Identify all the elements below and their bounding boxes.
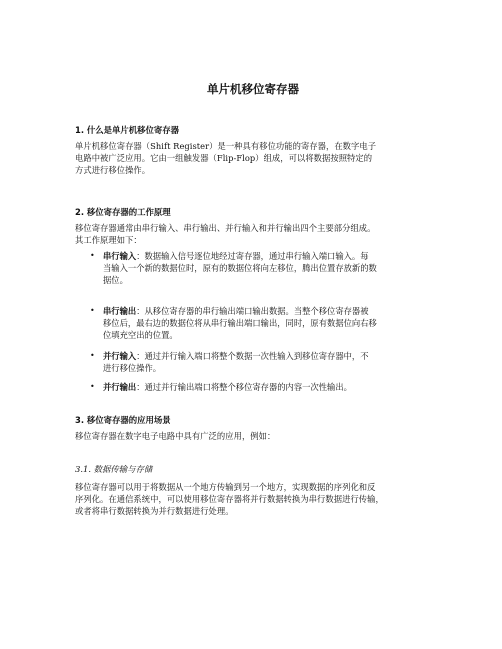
section-heading-what-is: 1. 什么是单片机移位寄存器 bbox=[75, 125, 180, 135]
section-heading-working-principle: 2. 移位寄存器的工作原理 bbox=[75, 207, 171, 217]
paragraph-line: 其工作原理如下： bbox=[75, 235, 142, 246]
bullet-term: 并行输入 bbox=[103, 351, 137, 361]
bullet-text: ：通过并行输出端口将整个移位寄存器的内容一次性输出。 bbox=[136, 382, 352, 392]
subsection-3-1-paragraph bbox=[75, 481, 431, 518]
bullet-icon: • bbox=[90, 351, 95, 360]
bullet-icon: • bbox=[90, 251, 95, 260]
subsection-heading-data-transfer: 3.1. 数据传输与存储 bbox=[75, 464, 153, 474]
paragraph-line: 移位寄存器通常由串行输入、串行输出、并行输入和并行输出四个主要部分组成。 bbox=[75, 223, 376, 233]
paragraph-line: 电路中被广泛应用。它由一组触发器（Flip-Flop）组成，可以将数据按照特定的 bbox=[75, 153, 373, 164]
bullet-text: ：通过并行输入端口将整个数据一次性输入到移位寄存器中，不 bbox=[136, 351, 369, 361]
bullet-term: 并行输出 bbox=[103, 382, 137, 392]
bullet-text: 当输入一个新的数据位时，原有的数据位将向左移位，腾出位置存放新的数 bbox=[103, 263, 377, 274]
paragraph-line: 移位寄存器可以用于将数据从一个地方传输到另一个地方，实现数据的序列化和反 bbox=[75, 482, 376, 492]
paragraph-line: 单片机移位寄存器（Shift Register）是一种具有移位功能的寄存器，在数字电子 bbox=[75, 141, 377, 151]
bullet-icon: • bbox=[90, 306, 95, 315]
document-title: 单片机移位寄存器 bbox=[207, 82, 299, 96]
bullet-text: ：从移位寄存器的串行输出端口输出数据。当整个移位寄存器被 bbox=[136, 306, 369, 316]
paragraph-line: 序列化。在通信系统中，可以使用移位寄存器将并行数据转换为串行数据进行传输， bbox=[75, 494, 384, 505]
section-3-paragraph bbox=[75, 430, 431, 442]
paragraph-line: 方式进行移位操作。 bbox=[75, 165, 151, 176]
bullet-text: 移位后，最右边的数据位将从串行输出端口输出，同时，原有数据位向右移 bbox=[103, 318, 377, 329]
section-1-paragraph bbox=[75, 140, 431, 177]
paragraph-line: 或者将串行数据转换为并行数据进行处理。 bbox=[75, 506, 234, 517]
paragraph-line: 移位寄存器在数字电子电路中具有广泛的应用，例如： bbox=[75, 431, 276, 441]
bullet-icon: • bbox=[90, 382, 95, 391]
bullet-term: 串行输出 bbox=[103, 306, 137, 316]
bullet-term: 串行输入 bbox=[103, 251, 137, 261]
section-2-paragraph bbox=[75, 222, 431, 246]
section-heading-applications: 3. 移位寄存器的应用场景 bbox=[75, 415, 171, 425]
bullet-text: 进行移位操作。 bbox=[103, 363, 162, 374]
bullet-text: 据位。 bbox=[103, 275, 128, 286]
bullet-text: ：数据输入信号逐位地经过寄存器，通过串行输入端口输入。每 bbox=[136, 251, 369, 261]
bullet-text: 位填充空出的位置。 bbox=[103, 330, 178, 341]
